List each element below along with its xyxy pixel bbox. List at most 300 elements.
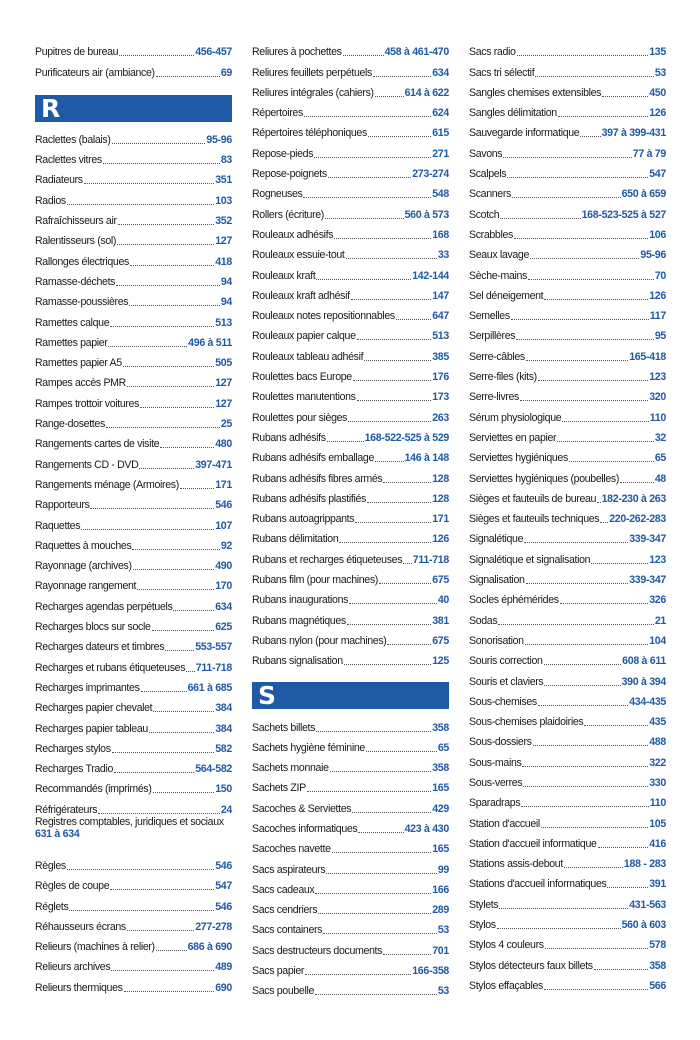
dot-leader [403, 563, 412, 564]
entry-pages: 614 à 622 [404, 86, 449, 99]
index-entry [469, 424, 666, 444]
index-entry [252, 774, 449, 794]
entry-label: Reliures feuillets perpétuels [252, 66, 372, 79]
entry-pages: 429 [432, 802, 449, 815]
entry-pages: 566 [649, 979, 666, 992]
index-entry [469, 200, 666, 220]
entry-label: Rubans et recharges étiqueteuses [252, 553, 403, 566]
index-entry [252, 977, 449, 997]
dot-leader [123, 366, 214, 367]
entry-pages: 126 [432, 533, 449, 546]
dot-leader [116, 285, 220, 286]
index-column-3 [469, 38, 666, 992]
index-entry [35, 227, 232, 247]
entry-pages: 123 [649, 553, 666, 566]
index-entry [35, 471, 232, 491]
entry-label: Recharges imprimantes [35, 681, 140, 694]
entry-pages: 94 [220, 275, 232, 288]
dot-leader [524, 542, 628, 543]
index-entry [469, 139, 666, 159]
dot-leader [119, 55, 194, 56]
dot-leader [557, 441, 654, 442]
entry-label: Rangements ménage (Armoires) [35, 478, 179, 491]
dot-leader [607, 887, 648, 888]
index-entry [469, 160, 666, 180]
entry-label: Stylos [469, 919, 496, 932]
index-entry [35, 410, 232, 430]
entry-pages: 582 [215, 742, 232, 755]
dot-leader [528, 279, 654, 280]
section-letter-header: S [252, 682, 449, 709]
index-entry [252, 444, 449, 464]
dot-leader [375, 96, 404, 97]
entry-label: Sous-chemises [469, 695, 537, 708]
entry-pages: 615 [432, 127, 449, 140]
dot-leader [315, 893, 431, 894]
index-entry [469, 119, 666, 139]
entry-pages: 631 à 634 [35, 827, 80, 840]
index-entry [35, 288, 232, 308]
dot-leader [597, 502, 600, 503]
dot-leader [498, 624, 654, 625]
index-entry [252, 139, 449, 159]
dot-leader [153, 711, 214, 712]
entry-label: Rouleaux kraft [252, 269, 316, 282]
index-entry [252, 160, 449, 180]
entry-label: Rouleaux papier calque [252, 330, 356, 343]
dot-leader [517, 55, 649, 56]
dot-leader [98, 813, 220, 814]
entry-pages: 701 [432, 944, 449, 957]
entry-pages: 94 [220, 296, 232, 309]
dot-leader [326, 873, 437, 874]
dot-leader [325, 218, 404, 219]
entry-label: Sacs cadeaux [252, 883, 315, 896]
entry-pages: 182-230 à 263 [601, 492, 666, 505]
index-entry [252, 38, 449, 58]
entry-label: Raquettes [35, 519, 81, 532]
index-entry [35, 532, 232, 552]
entry-pages: 107 [215, 519, 232, 532]
entry-pages: 168-523-525 à 527 [581, 208, 666, 221]
entry-pages: 416 [649, 837, 666, 850]
entry-pages: 171 [432, 513, 449, 526]
dot-leader [580, 136, 600, 137]
index-entry [252, 525, 449, 545]
entry-label: Sacoches informatiques [252, 822, 358, 835]
entry-label: Recharges papier tableau [35, 722, 148, 735]
dot-leader [118, 224, 215, 225]
entry-label: Radiateurs [35, 174, 83, 187]
index-entry [469, 647, 666, 667]
entry-pages: 32 [654, 431, 666, 444]
entry-pages: 21 [654, 614, 666, 627]
entry-label: Rubans délimitation [252, 533, 339, 546]
entry-pages: 624 [432, 107, 449, 120]
entry-label: Rogneuses [252, 188, 303, 201]
entry-label: Sous-dossiers [469, 736, 532, 749]
index-entry [252, 794, 449, 814]
dot-leader [538, 705, 628, 706]
index-entry [469, 444, 666, 464]
entry-pages: 220-262-283 [609, 513, 666, 526]
dot-leader [180, 488, 214, 489]
entry-pages: 496 à 511 [188, 336, 232, 349]
entry-label: Sacs poubelle [252, 985, 315, 998]
index-entry [35, 389, 232, 409]
entry-label: Sous-verres [469, 776, 523, 789]
index-entry [35, 714, 232, 734]
dot-leader [357, 400, 432, 401]
entry-pages: 146 à 148 [404, 452, 449, 465]
entry-pages: 547 [215, 880, 232, 893]
dot-leader [334, 238, 431, 239]
dot-leader [106, 427, 220, 428]
entry-pages: 351 [215, 174, 232, 187]
dot-leader [544, 664, 622, 665]
entry-pages: 83 [220, 154, 232, 167]
index-entry [252, 627, 449, 647]
entry-label: Station d'accueil informatique [469, 837, 597, 850]
entry-label: Roulettes pour sièges [252, 411, 348, 424]
dot-leader [112, 143, 206, 144]
entry-label: Recommandés (imprimés) [35, 783, 152, 796]
index-entry [469, 261, 666, 281]
index-entry [252, 855, 449, 875]
index-entry [252, 647, 449, 667]
entry-label: Station d'accueil [469, 817, 540, 830]
index-entry [35, 933, 232, 953]
entry-pages: 675 [432, 574, 449, 587]
entry-pages: 40 [437, 594, 449, 607]
entry-pages: 173 [432, 391, 449, 404]
entry-pages: 53 [654, 66, 666, 79]
dot-leader [373, 76, 431, 77]
dot-leader [558, 116, 648, 117]
entry-label: Rubans nylon (pour machines) [252, 634, 387, 647]
entry-label: Rouleaux adhésifs [252, 228, 334, 241]
index-entry [252, 383, 449, 403]
dot-leader [530, 258, 639, 259]
index-entry [252, 282, 449, 302]
entry-pages: 48 [654, 472, 666, 485]
entry-label: Relieurs archives [35, 961, 111, 974]
index-entry [252, 119, 449, 139]
entry-pages: 127 [215, 235, 232, 248]
entry-label: Souris et claviers [469, 675, 544, 688]
entry-label: Rubans magnétiques [252, 614, 346, 627]
index-entry [35, 166, 232, 186]
entry-pages: 168-522-525 à 529 [364, 431, 449, 444]
entry-pages: 104 [649, 634, 666, 647]
index-entry [252, 957, 449, 977]
entry-label: Ramettes papier [35, 336, 108, 349]
index-entry [252, 566, 449, 586]
entry-pages: 95-96 [206, 133, 232, 146]
entry-pages: 128 [432, 492, 449, 505]
index-entry [252, 586, 449, 606]
index-entry [252, 221, 449, 241]
dot-leader [149, 732, 214, 733]
entry-pages: 390 à 394 [621, 675, 666, 688]
entry-label: Range-dosettes [35, 418, 105, 431]
entry-label: Sauvegarde informatique [469, 127, 580, 140]
entry-pages: 166 [432, 883, 449, 896]
index-entry [469, 383, 666, 403]
entry-pages: 339-347 [629, 533, 666, 546]
index-entry [469, 566, 666, 586]
index-entry [252, 754, 449, 774]
entry-label: Réfrigérateurs [35, 803, 98, 816]
entry-pages: 381 [432, 614, 449, 627]
index-entry [252, 464, 449, 484]
entry-label: Serviettes en papier [469, 431, 557, 444]
entry-label: Rouleaux essuie-tout [252, 249, 345, 262]
entry-pages: 418 [215, 255, 232, 268]
entry-pages: 188 - 283 [623, 858, 666, 871]
entry-pages: 123 [649, 371, 666, 384]
entry-pages: 488 [649, 736, 666, 749]
index-entry [35, 450, 232, 470]
dot-leader [499, 908, 628, 909]
index-entry [35, 207, 232, 227]
entry-pages: 435 [649, 716, 666, 729]
entry-label: Réhausseurs écrans [35, 920, 126, 933]
index-entry [35, 572, 232, 592]
dot-leader [516, 339, 654, 340]
entry-pages: 513 [432, 330, 449, 343]
dot-leader [348, 421, 431, 422]
dot-leader [520, 400, 648, 401]
entry-label: Rubans adhésifs fibres armés [252, 472, 383, 485]
index-entry [469, 708, 666, 728]
entry-label: Scalpels [469, 168, 507, 181]
dot-leader [165, 650, 194, 651]
dot-leader [114, 772, 194, 773]
entry-label: Rafraîchisseurs air [35, 215, 117, 228]
entry-pages: 423 à 430 [404, 822, 449, 835]
entry-label: Relieurs (machines à relier) [35, 941, 155, 954]
index-entry [252, 79, 449, 99]
index-entry [469, 748, 666, 768]
index-entry [469, 221, 666, 241]
dot-leader [358, 832, 403, 833]
entry-pages: 176 [432, 371, 449, 384]
index-entry [252, 424, 449, 444]
index-entry [252, 545, 449, 565]
entry-pages: 553-557 [195, 641, 232, 654]
dot-leader [562, 421, 649, 422]
index-entry [252, 363, 449, 383]
index-entry [252, 180, 449, 200]
entry-pages: 625 [215, 621, 232, 634]
entry-pages: 634 [215, 600, 232, 613]
entry-label: Sangles délimitation [469, 107, 557, 120]
entry-pages: 77 à 79 [632, 147, 666, 160]
index-entry [35, 816, 232, 852]
index-entry [35, 674, 232, 694]
entry-pages: 117 [649, 310, 666, 323]
entry-label: Souris correction [469, 655, 543, 668]
entry-pages: 95 [654, 330, 666, 343]
index-entry [469, 322, 666, 342]
entry-pages: 170 [215, 580, 232, 593]
dot-leader [526, 360, 628, 361]
dot-leader [526, 583, 629, 584]
index-entry [252, 505, 449, 525]
entry-pages: 397-471 [195, 458, 232, 471]
dot-leader [141, 691, 187, 692]
dot-leader [69, 910, 214, 911]
entry-pages: 168 [432, 228, 449, 241]
entry-label: Rouleaux tableau adhésif [252, 350, 364, 363]
entry-pages: 142-144 [412, 269, 449, 282]
entry-label: Sacs tri sélectif [469, 66, 535, 79]
dot-leader [328, 177, 411, 178]
dot-leader [332, 852, 432, 853]
dot-leader [339, 542, 431, 543]
entry-pages: 165 [432, 782, 449, 795]
dot-leader [351, 299, 432, 300]
entry-label: Serviettes hygiéniques [469, 452, 568, 465]
index-entry [35, 755, 232, 775]
index-entry [469, 38, 666, 58]
entry-pages: 330 [649, 776, 666, 789]
dot-leader [387, 644, 431, 645]
entry-pages: 165-418 [629, 350, 666, 363]
entry-pages: 546 [215, 859, 232, 872]
entry-pages: 513 [215, 316, 232, 329]
index-entry [252, 200, 449, 220]
dot-leader [346, 258, 437, 259]
entry-label: Rubans signalisation [252, 655, 343, 668]
entry-pages: 547 [649, 168, 666, 181]
entry-label: Sacs radio [469, 46, 516, 59]
index-entry [469, 403, 666, 423]
entry-label: Savons [469, 147, 503, 160]
dot-leader [364, 360, 431, 361]
dot-leader [156, 76, 220, 77]
entry-label: Reliures à pochettes [252, 46, 342, 59]
entry-label: Recharges agendas perpétuels [35, 600, 173, 613]
entry-label: Stations assis-debout [469, 858, 563, 871]
entry-label: Sacoches & Serviettes [252, 802, 352, 815]
dot-leader [110, 889, 214, 890]
entry-label: Sérum physiologique [469, 411, 562, 424]
entry-label: Scanners [469, 188, 511, 201]
entry-label: Rampes trottoir voitures [35, 397, 140, 410]
index-entry [35, 775, 232, 795]
dot-leader [137, 589, 214, 590]
entry-pages: 106 [649, 228, 666, 241]
dot-leader [347, 624, 431, 625]
entry-pages: 564-582 [195, 763, 232, 776]
entry-pages: 53 [437, 924, 449, 937]
entry-label: Registres comptables, juridiques et sociaux [35, 815, 224, 828]
entry-pages: 277-278 [195, 920, 232, 933]
entry-pages: 490 [215, 560, 232, 573]
index-entry [252, 302, 449, 322]
entry-pages: 560 à 603 [621, 919, 666, 932]
index-entry [469, 79, 666, 99]
entry-pages: 128 [432, 472, 449, 485]
index-entry [35, 633, 232, 653]
entry-label: Sodas [469, 614, 498, 627]
entry-label: Sièges et fauteuils de bureau [469, 492, 597, 505]
entry-label: Ramettes calque [35, 316, 110, 329]
entry-label: Rubans autoagrippants [252, 513, 355, 526]
index-entry [35, 308, 232, 328]
entry-label: Repose-poignets [252, 168, 327, 181]
dot-leader [67, 204, 214, 205]
dot-leader [316, 731, 431, 732]
entry-label: Rubans film (pour machines) [252, 574, 378, 587]
entry-label: Sacs containers [252, 924, 323, 937]
dot-leader [521, 806, 649, 807]
index-entry [35, 735, 232, 755]
entry-pages: 686 à 690 [187, 941, 232, 954]
dot-leader [353, 380, 431, 381]
dot-leader [569, 461, 654, 462]
entry-label: Recharges papier chevalet [35, 702, 153, 715]
dot-leader [90, 508, 214, 509]
entry-label: Répertoires [252, 107, 303, 120]
entry-pages: 95-96 [640, 249, 666, 262]
dot-leader [591, 563, 648, 564]
index-entry [469, 180, 666, 200]
index-entry [35, 491, 232, 511]
entry-pages: 690 [215, 981, 232, 994]
dot-leader [535, 76, 654, 77]
entry-pages: 263 [432, 411, 449, 424]
index-entry [35, 146, 232, 166]
entry-pages: 271 [432, 147, 449, 160]
entry-label: Ralentisseurs (sol) [35, 235, 117, 248]
index-entry [35, 247, 232, 267]
entry-pages: 105 [649, 817, 666, 830]
dot-leader [344, 664, 431, 665]
dot-leader [84, 183, 214, 184]
index-entry [35, 329, 232, 349]
entry-label: Rampes accès PMR [35, 377, 126, 390]
entry-pages: 339-347 [629, 574, 666, 587]
entry-label: Rubans adhésifs [252, 431, 326, 444]
entry-pages: 25 [220, 418, 232, 431]
entry-label: Serre-câbles [469, 350, 525, 363]
entry-label: Sachets monnaie [252, 762, 329, 775]
entry-pages: 397 à 399-431 [601, 127, 666, 140]
index-entry [469, 505, 666, 525]
entry-pages: 103 [215, 194, 232, 207]
entry-pages: 450 [649, 86, 666, 99]
index-entry [252, 734, 449, 754]
index-entry [252, 342, 449, 362]
entry-pages: 384 [215, 702, 232, 715]
index-entry [469, 241, 666, 261]
dot-leader [522, 766, 648, 767]
dot-leader [330, 771, 432, 772]
dot-leader [160, 447, 214, 448]
dot-leader [305, 974, 411, 975]
entry-label: Pupitres de bureau [35, 46, 119, 59]
entry-label: Signalisation [469, 574, 525, 587]
entry-label: Rapporteurs [35, 499, 90, 512]
dot-leader [132, 549, 219, 550]
dot-leader [117, 244, 214, 245]
entry-label: Recharges stylos [35, 742, 111, 755]
entry-pages: 546 [215, 499, 232, 512]
index-entry [35, 186, 232, 206]
